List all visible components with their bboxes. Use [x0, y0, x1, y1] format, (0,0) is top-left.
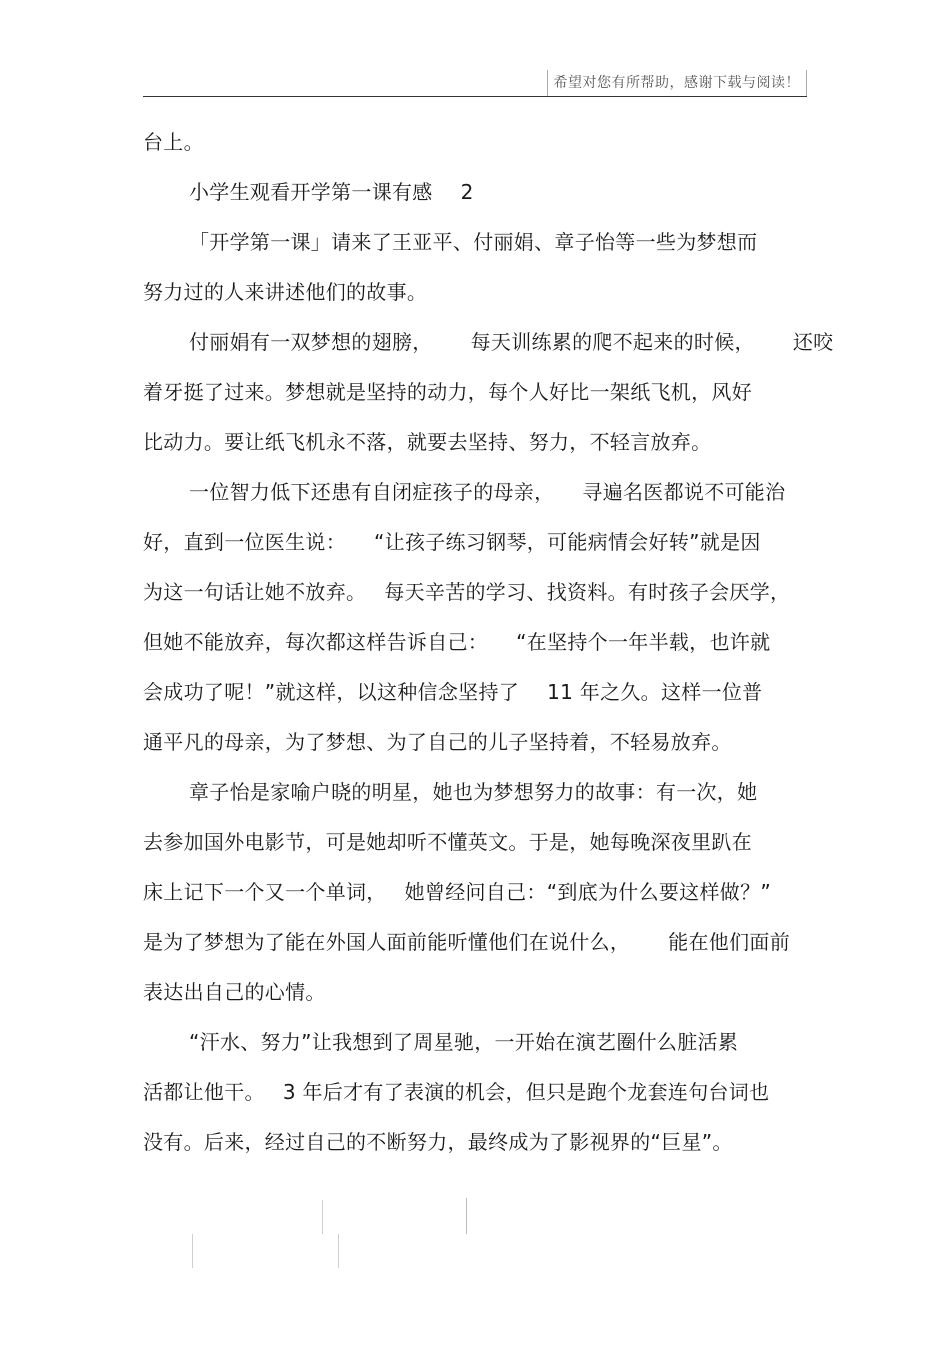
scan-mark — [466, 1198, 467, 1234]
text-line: 台上。 — [143, 130, 204, 154]
text-line: 章子怡是家喻户晓的明星，她也为梦想努力的故事：有一次，她 — [189, 780, 758, 804]
text-line: 表达出自己的心情。 — [143, 980, 326, 1004]
text-line: 「开学第一课」请来了王亚平、付丽娟、章子怡等一些为梦想而 — [189, 230, 758, 254]
text-line: 付丽娟有一双梦想的翅膀， 每天训练累的爬不起来的时候， 还咬 — [189, 330, 834, 354]
header-note: 希望对您有所帮助，感谢下载与阅读！ — [547, 70, 808, 96]
text-line: 通平凡的母亲，为了梦想、为了自己的儿子坚持着，不轻易放弃。 — [143, 730, 732, 754]
scan-mark — [322, 1200, 323, 1234]
text-line: 为这一句话让她不放弃。 每天辛苦的学习、找资料。有时孩子会厌学， — [143, 580, 791, 604]
text-line: 一位智力低下还患有自闭症孩子的母亲， 寻遍名医都说不可能治 — [189, 480, 786, 504]
scan-mark — [192, 1234, 193, 1268]
scan-mark — [338, 1234, 339, 1268]
text-line: 着牙挺了过来。梦想就是坚持的动力，每个人好比一架纸飞机，风好 — [143, 380, 752, 404]
text-line: 去参加国外电影节，可是她却听不懂英文。于是，她每晚深夜里趴在 — [143, 830, 752, 854]
text-line: 活都让他干。 3 年后才有了表演的机会，但只是跑个龙套连句台词也 — [143, 1080, 770, 1104]
text-line: 比动力。要让纸飞机永不落，就要去坚持、努力，不轻言放弃。 — [143, 430, 712, 454]
text-line: 好，直到一位医生说： “让孩子练习钢琴，可能病情会好转”就是因 — [143, 530, 761, 554]
text-line: 是为了梦想为了能在外国人面前能听懂他们在说什么， 能在他们面前 — [143, 930, 791, 954]
text-line: 床上记下一个又一个单词， 她曾经问自己：“到底为什么要这样做？” — [143, 880, 772, 904]
text-line: 但她不能放弃，每次都这样告诉自己： “在坚持个一年半载，也许就 — [143, 630, 771, 654]
text-line: “汗水、努力”让我想到了周星驰，一开始在演艺圈什么脏活累 — [189, 1030, 739, 1054]
document-body — [143, 117, 834, 1167]
section-title: 小学生观看开学第一课有感 2 — [189, 180, 474, 204]
text-line: 没有。后来，经过自己的不断努力，最终成为了影视界的“巨星”。 — [143, 1130, 733, 1154]
header-rule — [143, 96, 807, 97]
text-line: 会成功了呢！”就这样，以这种信念坚持了 11 年之久。这样一位普 — [143, 680, 763, 704]
text-line: 努力过的人来讲述他们的故事。 — [143, 280, 428, 304]
